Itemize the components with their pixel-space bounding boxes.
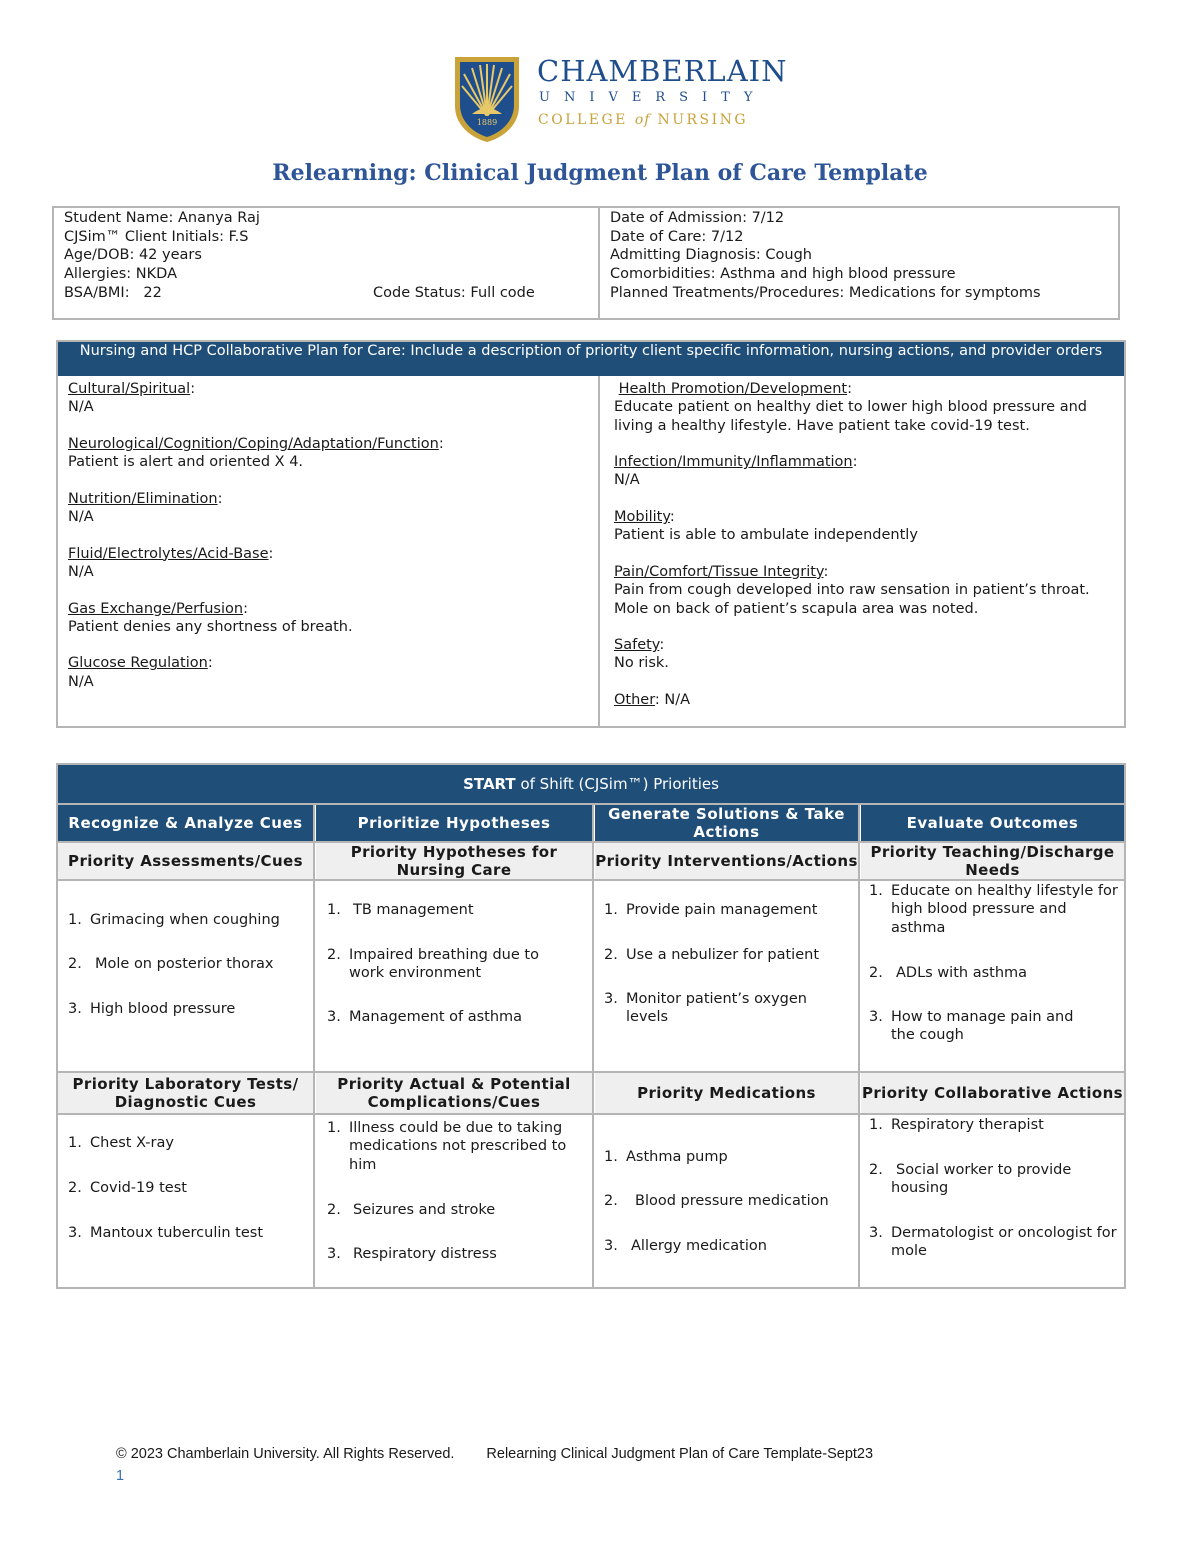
list-number: 3. bbox=[604, 1238, 618, 1254]
footer-copyright: © 2023 Chamberlain University. All Rights Reserved. bbox=[116, 1446, 455, 1462]
list-item bbox=[869, 1161, 1099, 1198]
plan-item: Mobility: Patient is able to ambulate independently bbox=[614, 509, 918, 544]
plan-item: Cultural/Spiritual: N/A bbox=[68, 381, 196, 416]
plan-item: Gas Exchange/Perfusion: Patient denies any shortness of breath. bbox=[68, 600, 353, 635]
sub-header: Priority Teaching/Discharge Needs bbox=[861, 843, 1124, 879]
plan-label: Gas Exchange/Perfusion bbox=[68, 600, 244, 617]
list-item-text: Impaired breathing due to work environment bbox=[349, 947, 539, 982]
list-number: 2. bbox=[869, 1162, 883, 1178]
plan-value: N/A bbox=[68, 563, 94, 580]
plan-label: Pain/Comfort/Tissue Integrity bbox=[614, 563, 824, 580]
list-item-text: Grimacing when coughing bbox=[90, 912, 280, 928]
comorbidities: Comorbidities: Asthma and high blood pressure bbox=[610, 266, 956, 282]
list-number: 2. bbox=[604, 1193, 618, 1209]
list-item-text: Educate on healthy lifestyle for high blood pressure and asthma bbox=[891, 883, 1118, 936]
grid-line bbox=[58, 803, 1124, 805]
grid-line bbox=[58, 1071, 1124, 1073]
list-item-text: Chest X-ray bbox=[90, 1135, 174, 1151]
grid-line bbox=[592, 803, 594, 1287]
list-number: 1. bbox=[327, 902, 341, 918]
shield-crest-icon bbox=[452, 54, 522, 144]
list-number: 1. bbox=[604, 1149, 618, 1165]
plan-item: Safety: No risk. bbox=[614, 637, 669, 672]
list-item-text: Covid-19 test bbox=[90, 1180, 187, 1196]
footer bbox=[116, 1446, 873, 1462]
logo-college-prefix: COLLEGE bbox=[538, 112, 628, 128]
list-item-text: Social worker to provide housing bbox=[891, 1162, 1072, 1197]
plan-value: N/A bbox=[68, 509, 94, 526]
planned-treatments: Planned Treatments/Procedures: Medications for symptoms bbox=[610, 285, 1041, 301]
plan-value: N/A bbox=[68, 673, 94, 690]
allergies: Allergies: NKDA bbox=[64, 266, 177, 282]
logo-college bbox=[538, 112, 748, 128]
list-number: 1. bbox=[68, 1135, 82, 1151]
bsa-bmi: BSA/BMI: 22 bbox=[64, 285, 162, 301]
date-of-admission: Date of Admission: 7/12 bbox=[610, 210, 785, 226]
list-item bbox=[604, 1192, 854, 1210]
list-number: 3. bbox=[68, 1001, 82, 1017]
list-item-text: How to manage pain and the cough bbox=[891, 1009, 1074, 1044]
plan-value: Patient is able to ambulate independently bbox=[614, 527, 918, 544]
plan-left-column bbox=[68, 380, 588, 709]
grid-line bbox=[313, 803, 315, 1287]
list-item-text: High blood pressure bbox=[90, 1001, 236, 1017]
sub-header: Priority Medications bbox=[595, 1073, 858, 1113]
plan-value: N/A bbox=[614, 472, 640, 489]
list-item bbox=[604, 990, 839, 1027]
list-item bbox=[869, 1224, 1119, 1261]
admitting-diagnosis: Admitting Diagnosis: Cough bbox=[610, 247, 812, 263]
plan-label: Health Promotion/Development bbox=[618, 381, 848, 397]
list-item-text: Seizures and stroke bbox=[353, 1202, 496, 1218]
list-item bbox=[604, 1237, 854, 1255]
page-number: 1 bbox=[116, 1468, 125, 1484]
logo-university: UNIVERSITY bbox=[539, 90, 767, 105]
chamberlain-logo bbox=[452, 54, 788, 144]
list-number: 2. bbox=[869, 965, 883, 981]
list-number: 3. bbox=[604, 991, 618, 1007]
plan-value: Pain from cough developed into raw sensation in patient’s throat. bbox=[614, 582, 1090, 599]
grid-line bbox=[58, 1113, 1124, 1115]
plan-label: Neurological/Cognition/Coping/Adaptation/Function bbox=[68, 435, 439, 452]
list-number: 2. bbox=[68, 956, 82, 972]
list-item-text: Mantoux tuberculin test bbox=[90, 1225, 264, 1241]
list-item-text: Illness could be due to taking medications not prescribed to him bbox=[349, 1120, 567, 1173]
list-item-text: Monitor patient’s oxygen levels bbox=[626, 991, 808, 1026]
sub-header: Priority Actual & Potential Complications/Cues bbox=[316, 1073, 592, 1113]
list-item bbox=[327, 1201, 589, 1219]
list-number: 1. bbox=[869, 883, 883, 899]
plan-value-2: Mole on back of patient’s scapula area was noted. bbox=[614, 600, 979, 617]
plan-item: Pain/Comfort/Tissue Integrity: Pain from cough developed into raw sensation in patient’s throat. Mole on back of patient’s scapula area was noted. bbox=[614, 563, 1090, 617]
list-number: 1. bbox=[68, 912, 82, 928]
plan-label: Nutrition/Elimination bbox=[68, 490, 218, 507]
plan-value: No risk. bbox=[614, 655, 669, 672]
list-item-text: Use a nebulizer for patient bbox=[626, 947, 820, 963]
plan-label: Fluid/Electrolytes/Acid-Base bbox=[68, 545, 269, 562]
col-header-generate: Generate Solutions & Take Actions bbox=[595, 805, 858, 841]
logo-college-of: of bbox=[634, 112, 651, 128]
plan-label: Glucose Regulation bbox=[68, 655, 208, 672]
plan-item: Glucose Regulation: N/A bbox=[68, 655, 213, 690]
list-item-text: Respiratory distress bbox=[353, 1246, 497, 1262]
list-item bbox=[327, 1008, 587, 1026]
list-item bbox=[327, 1119, 589, 1174]
list-number: 1. bbox=[869, 1117, 883, 1133]
start-bold: START bbox=[463, 775, 516, 793]
plan-value: Patient denies any shortness of breath. bbox=[68, 618, 353, 635]
plan-value: : N/A bbox=[654, 692, 691, 709]
client-initials: CJSim™ Client Initials: F.S bbox=[64, 229, 249, 245]
logo-college-suffix: NURSING bbox=[657, 112, 749, 128]
code-status: Code Status: Full code bbox=[373, 285, 535, 301]
age-dob: Age/DOB: 42 years bbox=[64, 247, 202, 263]
list-item-text: Allergy medication bbox=[631, 1238, 767, 1254]
plan-item: Neurological/Cognition/Coping/Adaptation/Function: Patient is alert and oriented X 4. bbox=[68, 435, 444, 471]
plan-for-care-header: Nursing and HCP Collaborative Plan for Care: Include a description of priority client specific information, nursing actions, and provider orders bbox=[58, 342, 1124, 376]
sub-header: Priority Interventions/Actions bbox=[595, 843, 858, 879]
list-item-text: Mole on posterior thorax bbox=[95, 956, 274, 972]
col-header-evaluate: Evaluate Outcomes bbox=[861, 805, 1124, 841]
start-rest: of Shift (CJSim™) Priorities bbox=[515, 775, 719, 793]
list-item bbox=[68, 911, 308, 929]
list-item bbox=[327, 946, 572, 983]
document-title: Relearning: Clinical Judgment Plan of Care Template bbox=[272, 160, 928, 186]
list-number: 3. bbox=[869, 1225, 883, 1241]
list-item bbox=[68, 1224, 308, 1242]
list-item-text: Management of asthma bbox=[349, 1009, 523, 1025]
grid-line bbox=[58, 841, 1124, 843]
list-item bbox=[68, 955, 308, 973]
list-item bbox=[604, 901, 854, 919]
list-number: 2. bbox=[604, 947, 618, 963]
plan-item: Infection/Immunity/Inflammation: N/A bbox=[614, 454, 858, 489]
list-item bbox=[869, 1008, 1099, 1045]
list-number: 3. bbox=[68, 1225, 82, 1241]
list-number: 2. bbox=[327, 1202, 341, 1218]
plan-label: Safety bbox=[614, 637, 660, 654]
info-divider bbox=[598, 206, 600, 320]
sub-header: Priority Laboratory Tests/ Diagnostic Cues bbox=[58, 1073, 313, 1113]
list-item-text: TB management bbox=[353, 902, 474, 918]
list-item bbox=[869, 964, 1119, 982]
list-number: 3. bbox=[869, 1009, 883, 1025]
logo-year: 1889 bbox=[476, 118, 498, 127]
student-name: Student Name: Ananya Raj bbox=[64, 210, 260, 226]
list-item bbox=[68, 1134, 308, 1152]
plan-value: N/A bbox=[68, 399, 94, 416]
list-item-text: Asthma pump bbox=[626, 1149, 728, 1165]
grid-line bbox=[858, 803, 860, 1287]
date-of-care: Date of Care: 7/12 bbox=[610, 229, 744, 245]
list-item bbox=[604, 946, 854, 964]
start-of-shift-header bbox=[58, 765, 1124, 803]
list-number: 2. bbox=[327, 947, 341, 963]
plan-label: Other bbox=[614, 692, 655, 709]
plan-value: Educate patient on healthy diet to lower high blood pressure and living a healthy lifestyle. Have patient take covid-19 test. bbox=[614, 399, 1087, 434]
logo-name: CHAMBERLAIN bbox=[537, 54, 788, 88]
col-header-recognize: Recognize & Analyze Cues bbox=[58, 805, 313, 841]
list-item-text: ADLs with asthma bbox=[896, 965, 1028, 981]
list-number: 3. bbox=[327, 1009, 341, 1025]
list-number: 1. bbox=[604, 902, 618, 918]
list-number: 2. bbox=[68, 1180, 82, 1196]
sub-header: Priority Collaborative Actions bbox=[861, 1073, 1124, 1113]
list-item bbox=[68, 1000, 308, 1018]
plan-divider bbox=[598, 376, 600, 726]
list-item bbox=[68, 1179, 308, 1197]
plan-label: Mobility bbox=[614, 509, 670, 526]
list-item-text: Blood pressure medication bbox=[635, 1193, 829, 1209]
plan-item: Health Promotion/Development: Educate patient on healthy diet to lower high blood pressure and living a healthy lifestyle. Have patient take covid-19 test. bbox=[614, 381, 1087, 434]
plan-label: Infection/Immunity/Inflammation bbox=[614, 454, 853, 471]
list-item bbox=[327, 1245, 589, 1263]
list-number: 3. bbox=[327, 1246, 341, 1262]
list-number: 1. bbox=[327, 1120, 341, 1136]
plan-item: Fluid/Electrolytes/Acid-Base: N/A bbox=[68, 545, 274, 580]
list-item bbox=[869, 1116, 1119, 1134]
list-item-text: Dermatologist or oncologist for mole bbox=[891, 1225, 1117, 1260]
sub-header: Priority Hypotheses for Nursing Care bbox=[316, 843, 592, 879]
list-item bbox=[604, 1148, 854, 1166]
col-header-prioritize: Prioritize Hypotheses bbox=[316, 805, 592, 841]
grid-line bbox=[58, 879, 1124, 881]
plan-item bbox=[614, 691, 1114, 709]
list-item-text: Respiratory therapist bbox=[891, 1117, 1044, 1133]
plan-right-column bbox=[614, 380, 1114, 728]
plan-item: Nutrition/Elimination: N/A bbox=[68, 490, 223, 526]
list-item bbox=[327, 901, 587, 919]
sub-header: Priority Assessments/Cues bbox=[58, 843, 313, 879]
list-item-text: Provide pain management bbox=[626, 902, 818, 918]
plan-label: Cultural/Spiritual bbox=[68, 381, 191, 397]
footer-template-name: Relearning Clinical Judgment Plan of Care Template-Sept23 bbox=[486, 1446, 874, 1462]
list-item bbox=[869, 882, 1119, 937]
plan-value: Patient is alert and oriented X 4. bbox=[68, 454, 304, 471]
